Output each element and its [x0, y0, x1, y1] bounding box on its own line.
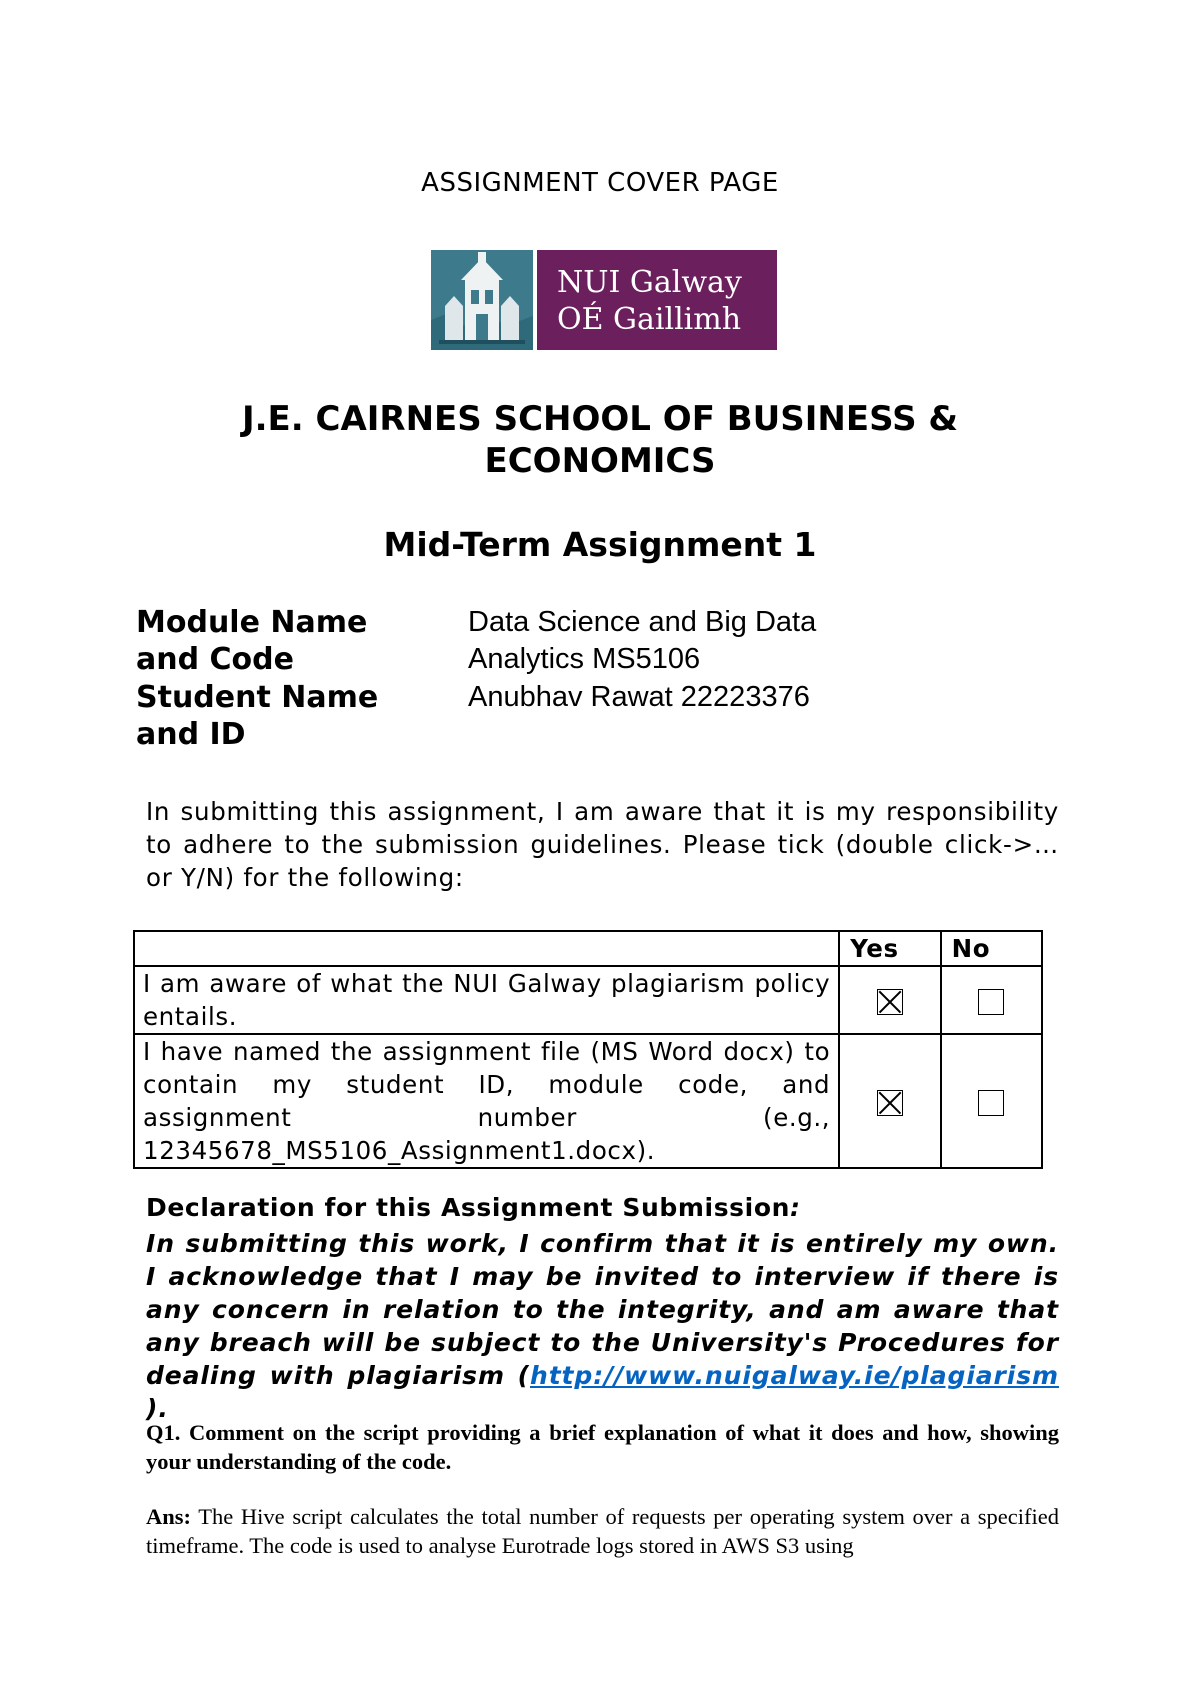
question-1-label: Q1.: [146, 1420, 181, 1445]
checked-checkbox-icon[interactable]: [877, 989, 903, 1015]
checked-checkbox-icon[interactable]: [877, 1090, 903, 1116]
answer-1-label: Ans:: [146, 1504, 192, 1529]
cover-page-title: ASSIGNMENT COVER PAGE: [421, 168, 779, 198]
declaration-heading-text: Declaration for this Assignment Submission: [146, 1193, 790, 1222]
nui-galway-logo: [431, 250, 777, 350]
module-label-line-1: Module Name: [136, 605, 368, 640]
checklist-cell-yes: [839, 966, 940, 1034]
declaration-text: In submitting this work, I confirm that it is entirely my own. I acknowledge that I may be invited to interview if there is any concern in relation to the integrity, and am aware that any breach will be subject to the University's Procedures for dealing with plagiarism (: [146, 1229, 1059, 1390]
checklist-cell-no: [941, 966, 1042, 1034]
module-value-line-2: Analytics MS5106: [468, 643, 701, 675]
declaration-heading: [146, 1193, 801, 1222]
module-value-line-1: Data Science and Big Data: [468, 606, 817, 638]
submission-checklist-table: [133, 930, 1043, 1169]
logo-name-block: [537, 250, 777, 350]
checklist-item-text: I have named the assignment file (MS Word docx) to contain my student ID, module code, and assignment number (e.g., 12345678_MS5106_Assignment1.docx).: [134, 1034, 839, 1168]
table-row: [134, 1034, 1042, 1168]
question-1: [146, 1418, 1059, 1476]
checklist-header-row: [134, 931, 1042, 966]
module-label-line-2: and Code: [136, 642, 294, 677]
checklist-header-yes: Yes: [839, 931, 940, 966]
student-value: Anubhav Rawat 22223376: [468, 681, 810, 713]
question-1-text: Comment on the script providing a brief explanation of what it does and how, showing your understanding of the code.: [146, 1420, 1059, 1474]
empty-checkbox-icon[interactable]: [978, 989, 1004, 1015]
checklist-cell-yes: [839, 1034, 940, 1168]
logo-line-english: NUI Galway: [557, 265, 742, 300]
university-tower-crest-icon: [431, 250, 533, 350]
student-label-line-1: Student Name: [136, 680, 379, 715]
student-label-line-2: and ID: [136, 717, 246, 752]
declaration-body: [146, 1227, 1059, 1425]
submission-intro: In submitting this assignment, I am aware that it is my responsibility to adhere to the submission guidelines. Please tick (double click->… or Y/N) for the following:: [146, 797, 1059, 892]
checklist-header-blank: [134, 931, 839, 966]
answer-1: [146, 1502, 1059, 1560]
answer-1-text: The Hive script calculates the total number of requests per operating system over a specified timeframe. The code is used to analyse Eurotrade logs stored in AWS S3 using: [146, 1504, 1059, 1558]
logo-line-irish: OÉ Gaillimh: [557, 302, 742, 337]
school-name-line-1: J.E. CAIRNES SCHOOL OF BUSINESS &: [241, 399, 959, 439]
declaration-heading-colon: :: [790, 1193, 801, 1222]
assignment-title: Mid-Term Assignment 1: [383, 525, 817, 564]
school-name: [0, 398, 1200, 482]
empty-checkbox-icon[interactable]: [978, 1090, 1004, 1116]
school-name-line-2: ECONOMICS: [484, 441, 716, 481]
table-row: [134, 966, 1042, 1034]
checklist-cell-no: [941, 1034, 1042, 1168]
checklist-item-text: I am aware of what the NUI Galway plagiarism policy entails.: [134, 966, 839, 1034]
plagiarism-policy-link[interactable]: http://www.nuigalway.ie/plagiarism: [530, 1361, 1059, 1390]
checklist-header-no: No: [941, 931, 1042, 966]
declaration-close: ).: [146, 1394, 169, 1423]
